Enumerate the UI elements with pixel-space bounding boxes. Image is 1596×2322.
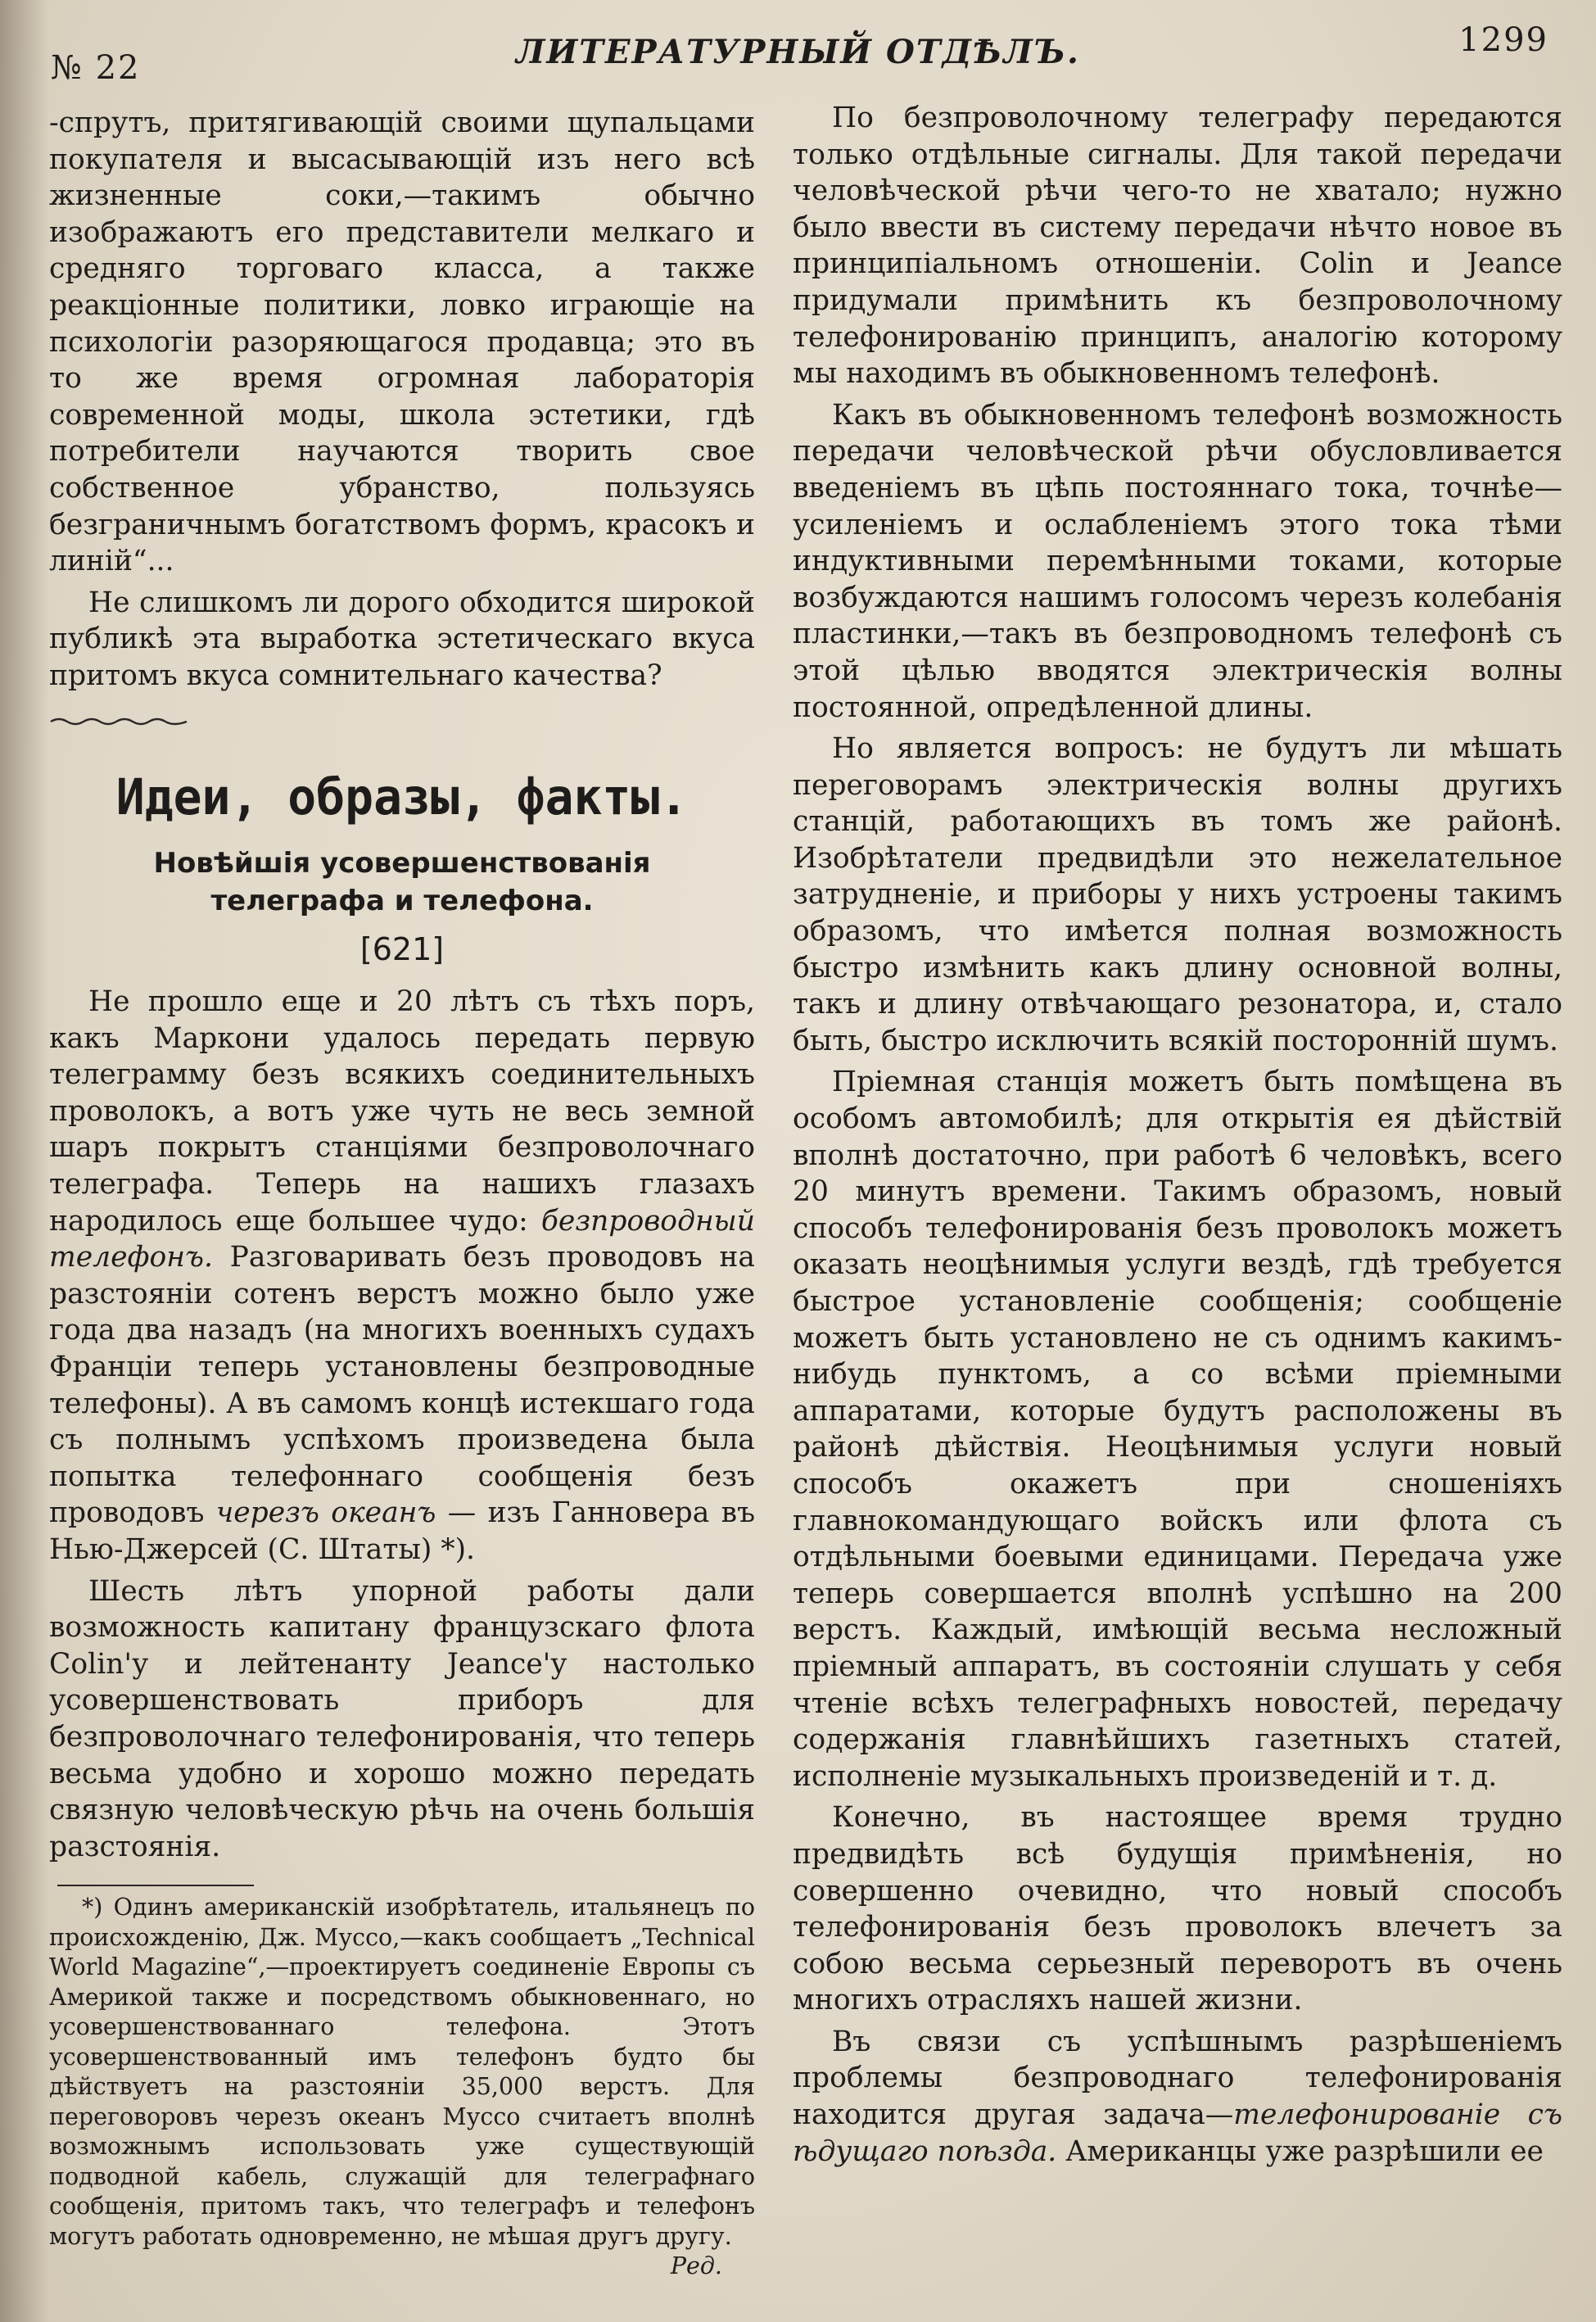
emphasis: безпроводный телефонъ. [49, 1204, 755, 1274]
ornament-divider [49, 716, 188, 727]
text-run: Въ связи съ успѣшнымъ разрѣшеніемъ проблемы безпроводнаго телефонированія находится другая задача— [793, 2025, 1562, 2132]
paragraph: Не слишкомъ ли дорого обходится широкой публикѣ эта выработка эстетическаго вкуса притомъ вкуса сомнительнаго качества? [49, 586, 755, 692]
emphasis: телефонированіе съ ѣдущаго поѣзда. [793, 2098, 1562, 2168]
paragraph: -спрутъ, притягивающій своими щупальцами покупателя и высасывающій изъ него всѣ жизненные соки,—такимъ обычно изображаютъ его представители мелкаго и средняго торговаго класса, а также реакціонные политики, ловко играющіе на психологіи разоряющагося продавца; это въ то же время огромная лабораторія современной моды, школа эстетики, гдѣ потребители научаются творить свое собственное убранство, пользуясь безграничнымъ богатствомъ формъ, красокъ и линій“... [49, 106, 755, 578]
footnote-rule [57, 1885, 254, 1886]
footnote-signature: Ред. [670, 2252, 722, 2280]
paragraph: Но является вопросъ: не будутъ ли мѣшать переговорамъ электрическія волны другихъ станцій, работающихъ въ томъ же районѣ. Изобрѣтатели предвидѣли это нежелательное затрудненіе, и приборы у нихъ устроены такимъ образомъ, что имѣется полная возможность быстро измѣнить какъ длину основной волны, такъ и длину отвѣчающаго резонатора, и, стало быть, быстро исключить всякій посторонній шумъ. [793, 732, 1562, 1057]
text-run: Разговаривать безъ проводовъ на разстояніи сотенъ верстъ можно было уже года два назадъ (на многихъ военныхъ судахъ Франціи теперь установлены безпроводные телефоны). А въ самомъ концѣ истекшаго года съ полнымъ успѣхомъ произведена была попытка телефоннаго сообщенія безъ проводовъ [49, 1241, 755, 1530]
emphasis: черезъ океанъ [215, 1496, 436, 1530]
spine-shadow [0, 0, 49, 2322]
text-run: Не прошло еще и 20 лѣтъ съ тѣхъ поръ, какъ Маркони удалось передать первую телеграмму безъ всякихъ соединительныхъ проволокъ, а вотъ уже чуть не весь земной шаръ покрытъ станціями безпроволочнаго телеграфа. Теперь на нашихъ глазахъ народилось еще большее чудо: [49, 985, 755, 1238]
issue-number: № 22 [51, 49, 141, 87]
paragraph: Конечно, въ настоящее время трудно предвидѣть всѣ будущія примѣненія, но совершенно очевидно, что новый способъ телефонированія безъ проволокъ влечетъ за собою весьма серьезный переворотъ въ очень многихъ отрасляхъ нашей жизни. [793, 1801, 1562, 2017]
article-title: Новѣйшія усовершенствованія телеграфа и телефона. [153, 847, 651, 918]
right-column [793, 100, 1562, 2175]
section-title: Идеи, образы, факты. [115, 767, 689, 826]
paragraph [793, 2024, 1562, 2170]
paragraph: Какъ въ обыкновенномъ телефонѣ возможность передачи человѣческой рѣчи обусловливается введеніемъ въ цѣпь постояннаго тока, точнѣе—усиленіемъ и ослабленіемъ этого тока тѣми индуктивными перемѣнными токами, которые возбуждаются нашимъ голосомъ черезъ колебанія пластинки,—такъ въ безпроводномъ телефонѣ съ этой цѣлью вводятся электрическія волны постоянной, опредѣленной длины. [793, 398, 1562, 724]
article-number: [621] [359, 931, 445, 968]
left-column [49, 105, 755, 2282]
running-header: ЛИТЕРАТУРНЫЙ ОТДѢЛЪ. [516, 33, 1080, 71]
page-number: 1299 [1458, 21, 1549, 59]
text-run: — изъ Ганновера въ Нью-Джерсей (С. Штаты) *). [49, 1496, 756, 1566]
paragraph: Пріемная станція можетъ быть помѣщена въ особомъ автомобилѣ; для открытія ея дѣйствій вполнѣ достаточно, при работѣ 6 человѣкъ, всего 20 минутъ времени. Такимъ образомъ, новый способъ телефонированія безъ проволокъ можетъ оказать неоцѣнимыя услуги вездѣ, гдѣ требуется быстрое установленіе сообщенія; сообщеніе можетъ быть установлено не съ однимъ какимъ-нибудь пунктомъ, а со всѣми пріемными аппаратами, которые будутъ расположены въ районѣ дѣйствія. Неоцѣнимыя услуги новый способъ окажетъ при сношеніяхъ главнокомандующаго войскъ или флота съ отдѣльными боевыми единицами. Передача уже теперь совершается вполнѣ успѣшно на 200 верстъ. Каждый, имѣющій весьма несложный пріемный аппаратъ, въ состояніи слушать у себя чтеніе всѣхъ телеграфныхъ новостей, передачу содержанія главнѣйшихъ газетныхъ статей, исполненіе музыкальныхъ произведеній и т. д. [793, 1066, 1562, 1793]
paragraph: По безпроволочному телеграфу передаются только отдѣльные сигналы. Для такой передачи человѣческой рѣчи чего-то не хватало; нужно было ввести въ систему передачи нѣчто новое въ принципіальномъ отношеніи. Colin и Jeance придумали примѣнить къ безпроволочному телефонированію принципъ, аналогію которому мы находимъ въ обыкновенномъ телефонѣ. [793, 102, 1562, 391]
text-run: Американцы уже разрѣшили ее [1065, 2134, 1544, 2168]
footnote-text: *) Одинъ американскій изобрѣтатель, итальянецъ по происхожденію, Дж. Муссо,—какъ сообщаетъ „Technical World Magazine“,—проектируетъ соединеніе Европы съ Америкой также и посредствомъ обыкновеннаго, но усовершенствованнаго телефона. Этотъ усовершенствованный имъ телефонъ будто бы дѣйствуетъ на разстояніи 35,000 верстъ. Для переговоровъ черезъ океанъ Муссо считаетъ вполнѣ возможнымъ использовать уже существующій подводной кабель, служащій для телеграфнаго сообщенія, притомъ такъ, что телеграфъ и телефонъ могутъ работать одновременно, не мѣшая другъ другу. [49, 1894, 755, 2250]
paragraph: Шесть лѣтъ упорной работы дали возможность капитану французскаго флота Colin'у и лейтенанту Jeance'у настолько усовершенствовать приборъ для безпроволочнаго телефонированія, что теперь весьма удобно и хорошо можно передать связную человѣческую рѣчь на очень большія разстоянія. [49, 1574, 755, 1863]
paragraph [49, 984, 755, 1568]
footnote [49, 1893, 755, 2282]
